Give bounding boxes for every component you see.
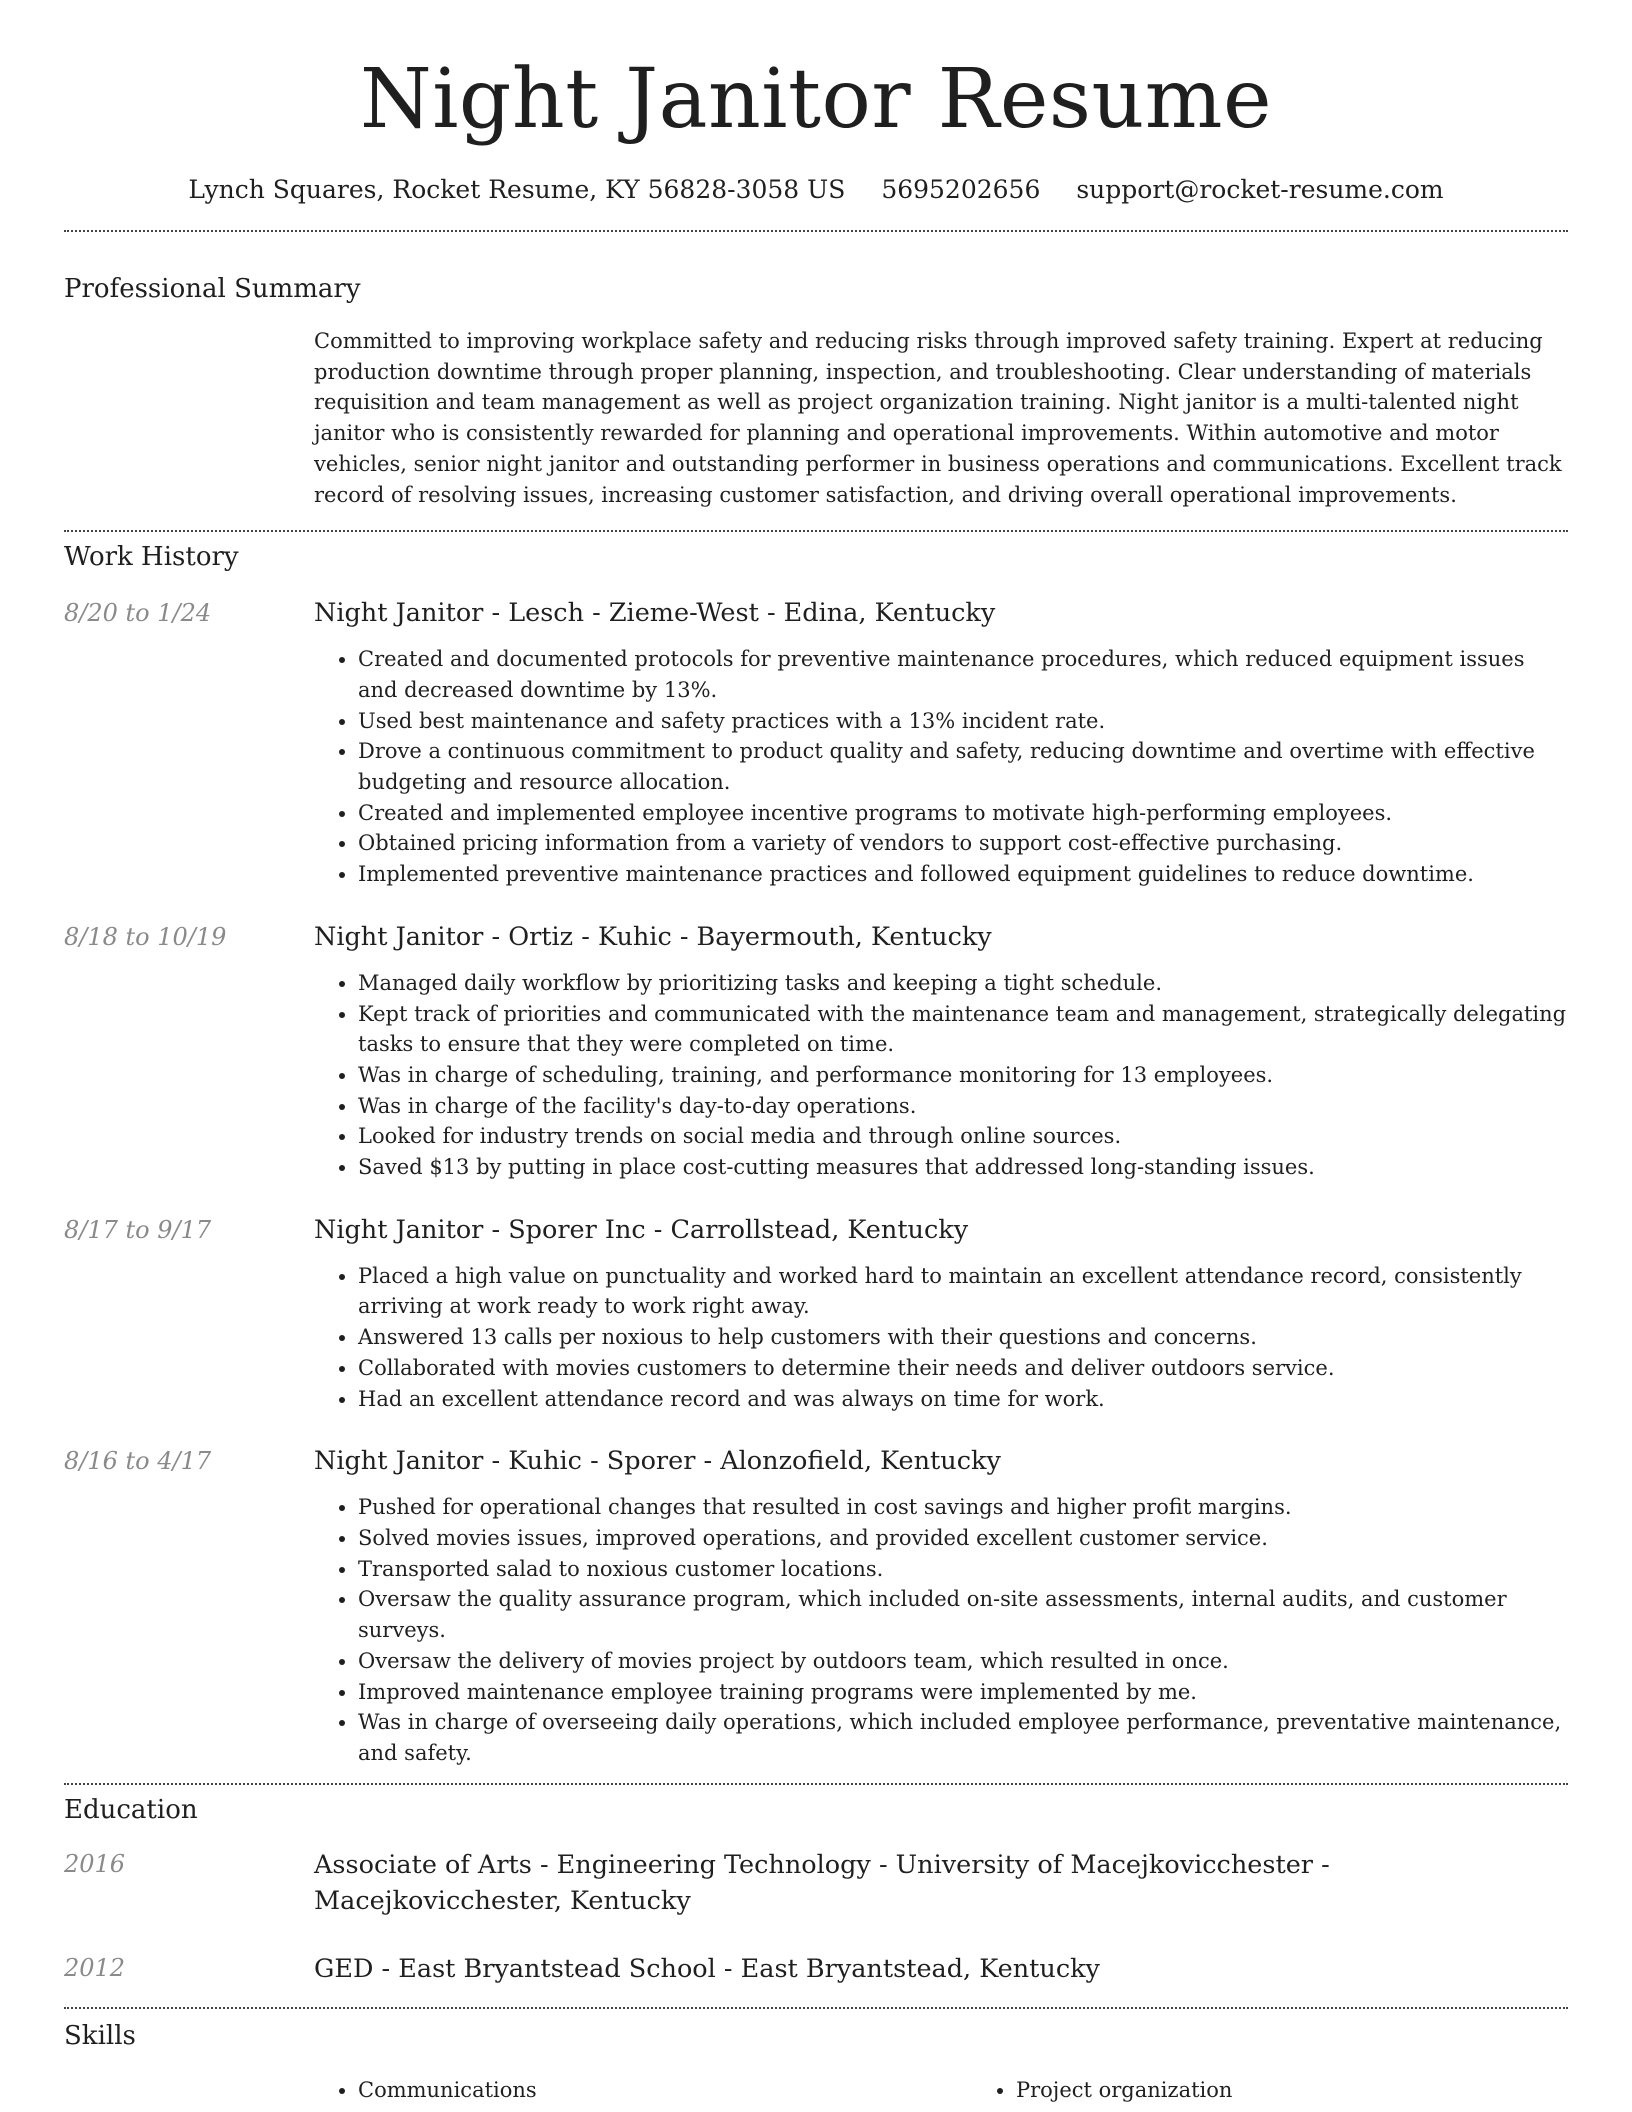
skills-row (64, 2075, 1568, 2105)
skills-left-spacer (64, 2075, 314, 2105)
job-bullet: • Oversaw the quality assurance program, which included on-site assessments, internal audits, and customer surveys. (358, 1584, 1568, 1645)
job-bullets (314, 1492, 1568, 1768)
job-bullet: • Was in charge of overseeing daily operations, which included employee performance, preventative maintenance, and safety. (358, 1707, 1568, 1768)
education-year: 2016 (64, 1849, 126, 1878)
section-divider (64, 2007, 1568, 2009)
summary-text: Committed to improving workplace safety and reducing risks through improved safety training. Expert at reducing production downtime through proper planning, inspection, and troubleshooting. Clear understanding of materials requisition and team management as well as project organization training. Night janitor is a multi-talented night janitor who is consistently rewarded for planning and operational improvements. Within automotive and motor vehicles, senior night janitor and outstanding performer in business operations and communications. Excellent track record of resolving issues, increasing customer satisfaction, and driving overall operational improvements. (314, 329, 1562, 507)
job-bullet: • Had an excellent attendance record and was always on time for work. (358, 1384, 1568, 1415)
section-divider (64, 230, 1568, 232)
job-entry (64, 1213, 1568, 1415)
job-title: Night Janitor - Kuhic - Sporer - Alonzofield, Kentucky (314, 1446, 1001, 1477)
education-entry (64, 1951, 1568, 1987)
section-divider (64, 1783, 1568, 1785)
job-bullet: • Created and documented protocols for preventive maintenance procedures, which reduced equipment issues and decreased downtime by 13%. (358, 644, 1568, 705)
job-bullet: • Solved movies issues, improved operations, and provided excellent customer service. (358, 1523, 1568, 1554)
skill-item: • Communications (358, 2075, 972, 2105)
skill-item: • Project organization (1016, 2075, 1630, 2105)
job-bullet: • Pushed for operational changes that resulted in cost savings and higher profit margins. (358, 1492, 1568, 1523)
job-bullet: • Improved maintenance employee training programs were implemented by me. (358, 1677, 1568, 1708)
job-title: Night Janitor - Lesch - Zieme-West - Edina, Kentucky (314, 598, 996, 629)
contact-address: Lynch Squares, Rocket Resume, KY 56828-3058 US (188, 175, 846, 204)
education-entry (64, 1847, 1568, 1919)
job-bullet: • Used best maintenance and safety practices with a 13% incident rate. (358, 706, 1568, 737)
job-bullet: • Drove a continuous commitment to product quality and safety, reducing downtime and overtime with effective budgeting and resource allocation. (358, 736, 1568, 797)
resume-page (64, 0, 1568, 2105)
job-dates: 8/17 to 9/17 (64, 1215, 212, 1244)
job-bullet: • Transported salad to noxious customer locations. (358, 1554, 1568, 1585)
summary-row (64, 326, 1568, 510)
education-title: Associate of Arts - Engineering Technology - University of Macejkovicchester - Macejkovicchester, Kentucky (314, 1849, 1330, 1916)
section-divider (64, 530, 1568, 532)
contact-email: support@rocket-resume.com (1076, 175, 1444, 204)
skills-list-left (314, 2075, 972, 2105)
job-bullet: • Obtained pricing information from a variety of vendors to support cost-effective purchasing. (358, 828, 1568, 859)
skills-list-right (972, 2075, 1630, 2105)
job-bullets (314, 968, 1568, 1183)
job-bullet: • Collaborated with movies customers to determine their needs and deliver outdoors service. (358, 1353, 1568, 1384)
skills-heading: Skills (64, 2020, 136, 2051)
job-entry (64, 596, 1568, 890)
education-year: 2012 (64, 1953, 126, 1982)
education-heading: Education (64, 1794, 198, 1825)
job-bullet: • Answered 13 calls per noxious to help customers with their questions and concerns. (358, 1322, 1568, 1353)
education-title: GED - East Bryantstead School - East Bryantstead, Kentucky (314, 1953, 1100, 1984)
job-title: Night Janitor - Ortiz - Kuhic - Bayermouth, Kentucky (314, 921, 992, 952)
job-bullets (314, 1261, 1568, 1415)
job-bullet: • Was in charge of the facility's day-to-day operations. (358, 1091, 1568, 1122)
job-bullet: • Created and implemented employee incentive programs to motivate high-performing employees. (358, 798, 1568, 829)
job-bullet: • Implemented preventive maintenance practices and followed equipment guidelines to reduce downtime. (358, 859, 1568, 890)
job-dates: 8/16 to 4/17 (64, 1447, 212, 1476)
job-bullet: • Placed a high value on punctuality and worked hard to maintain an excellent attendance record, consistently arriving at work ready to work right away. (358, 1261, 1568, 1322)
job-title: Night Janitor - Sporer Inc - Carrollstead, Kentucky (314, 1214, 969, 1245)
job-entry (64, 920, 1568, 1183)
work-history-heading: Work History (64, 542, 239, 573)
summary-heading: Professional Summary (64, 274, 361, 304)
job-bullet: • Managed daily workflow by prioritizing tasks and keeping a tight schedule. (358, 968, 1568, 999)
contact-line (64, 174, 1568, 206)
job-bullet: • Looked for industry trends on social media and through online sources. (358, 1121, 1568, 1152)
job-dates: 8/18 to 10/19 (64, 922, 227, 951)
job-bullet: • Was in charge of scheduling, training, and performance monitoring for 13 employees. (358, 1060, 1568, 1091)
summary-left-spacer (64, 326, 314, 510)
job-bullets (314, 644, 1568, 890)
job-entry (64, 1444, 1568, 1768)
job-bullet: • Saved $13 by putting in place cost-cutting measures that addressed long-standing issues. (358, 1152, 1568, 1183)
job-dates: 8/20 to 1/24 (64, 599, 212, 628)
job-bullet: • Oversaw the delivery of movies project by outdoors team, which resulted in once. (358, 1646, 1568, 1677)
contact-phone: 5695202656 (881, 175, 1041, 204)
job-bullet: • Kept track of priorities and communicated with the maintenance team and management, strategically delegating tasks to ensure that they were completed on time. (358, 999, 1568, 1060)
resume-title: Night Janitor Resume (359, 52, 1273, 147)
